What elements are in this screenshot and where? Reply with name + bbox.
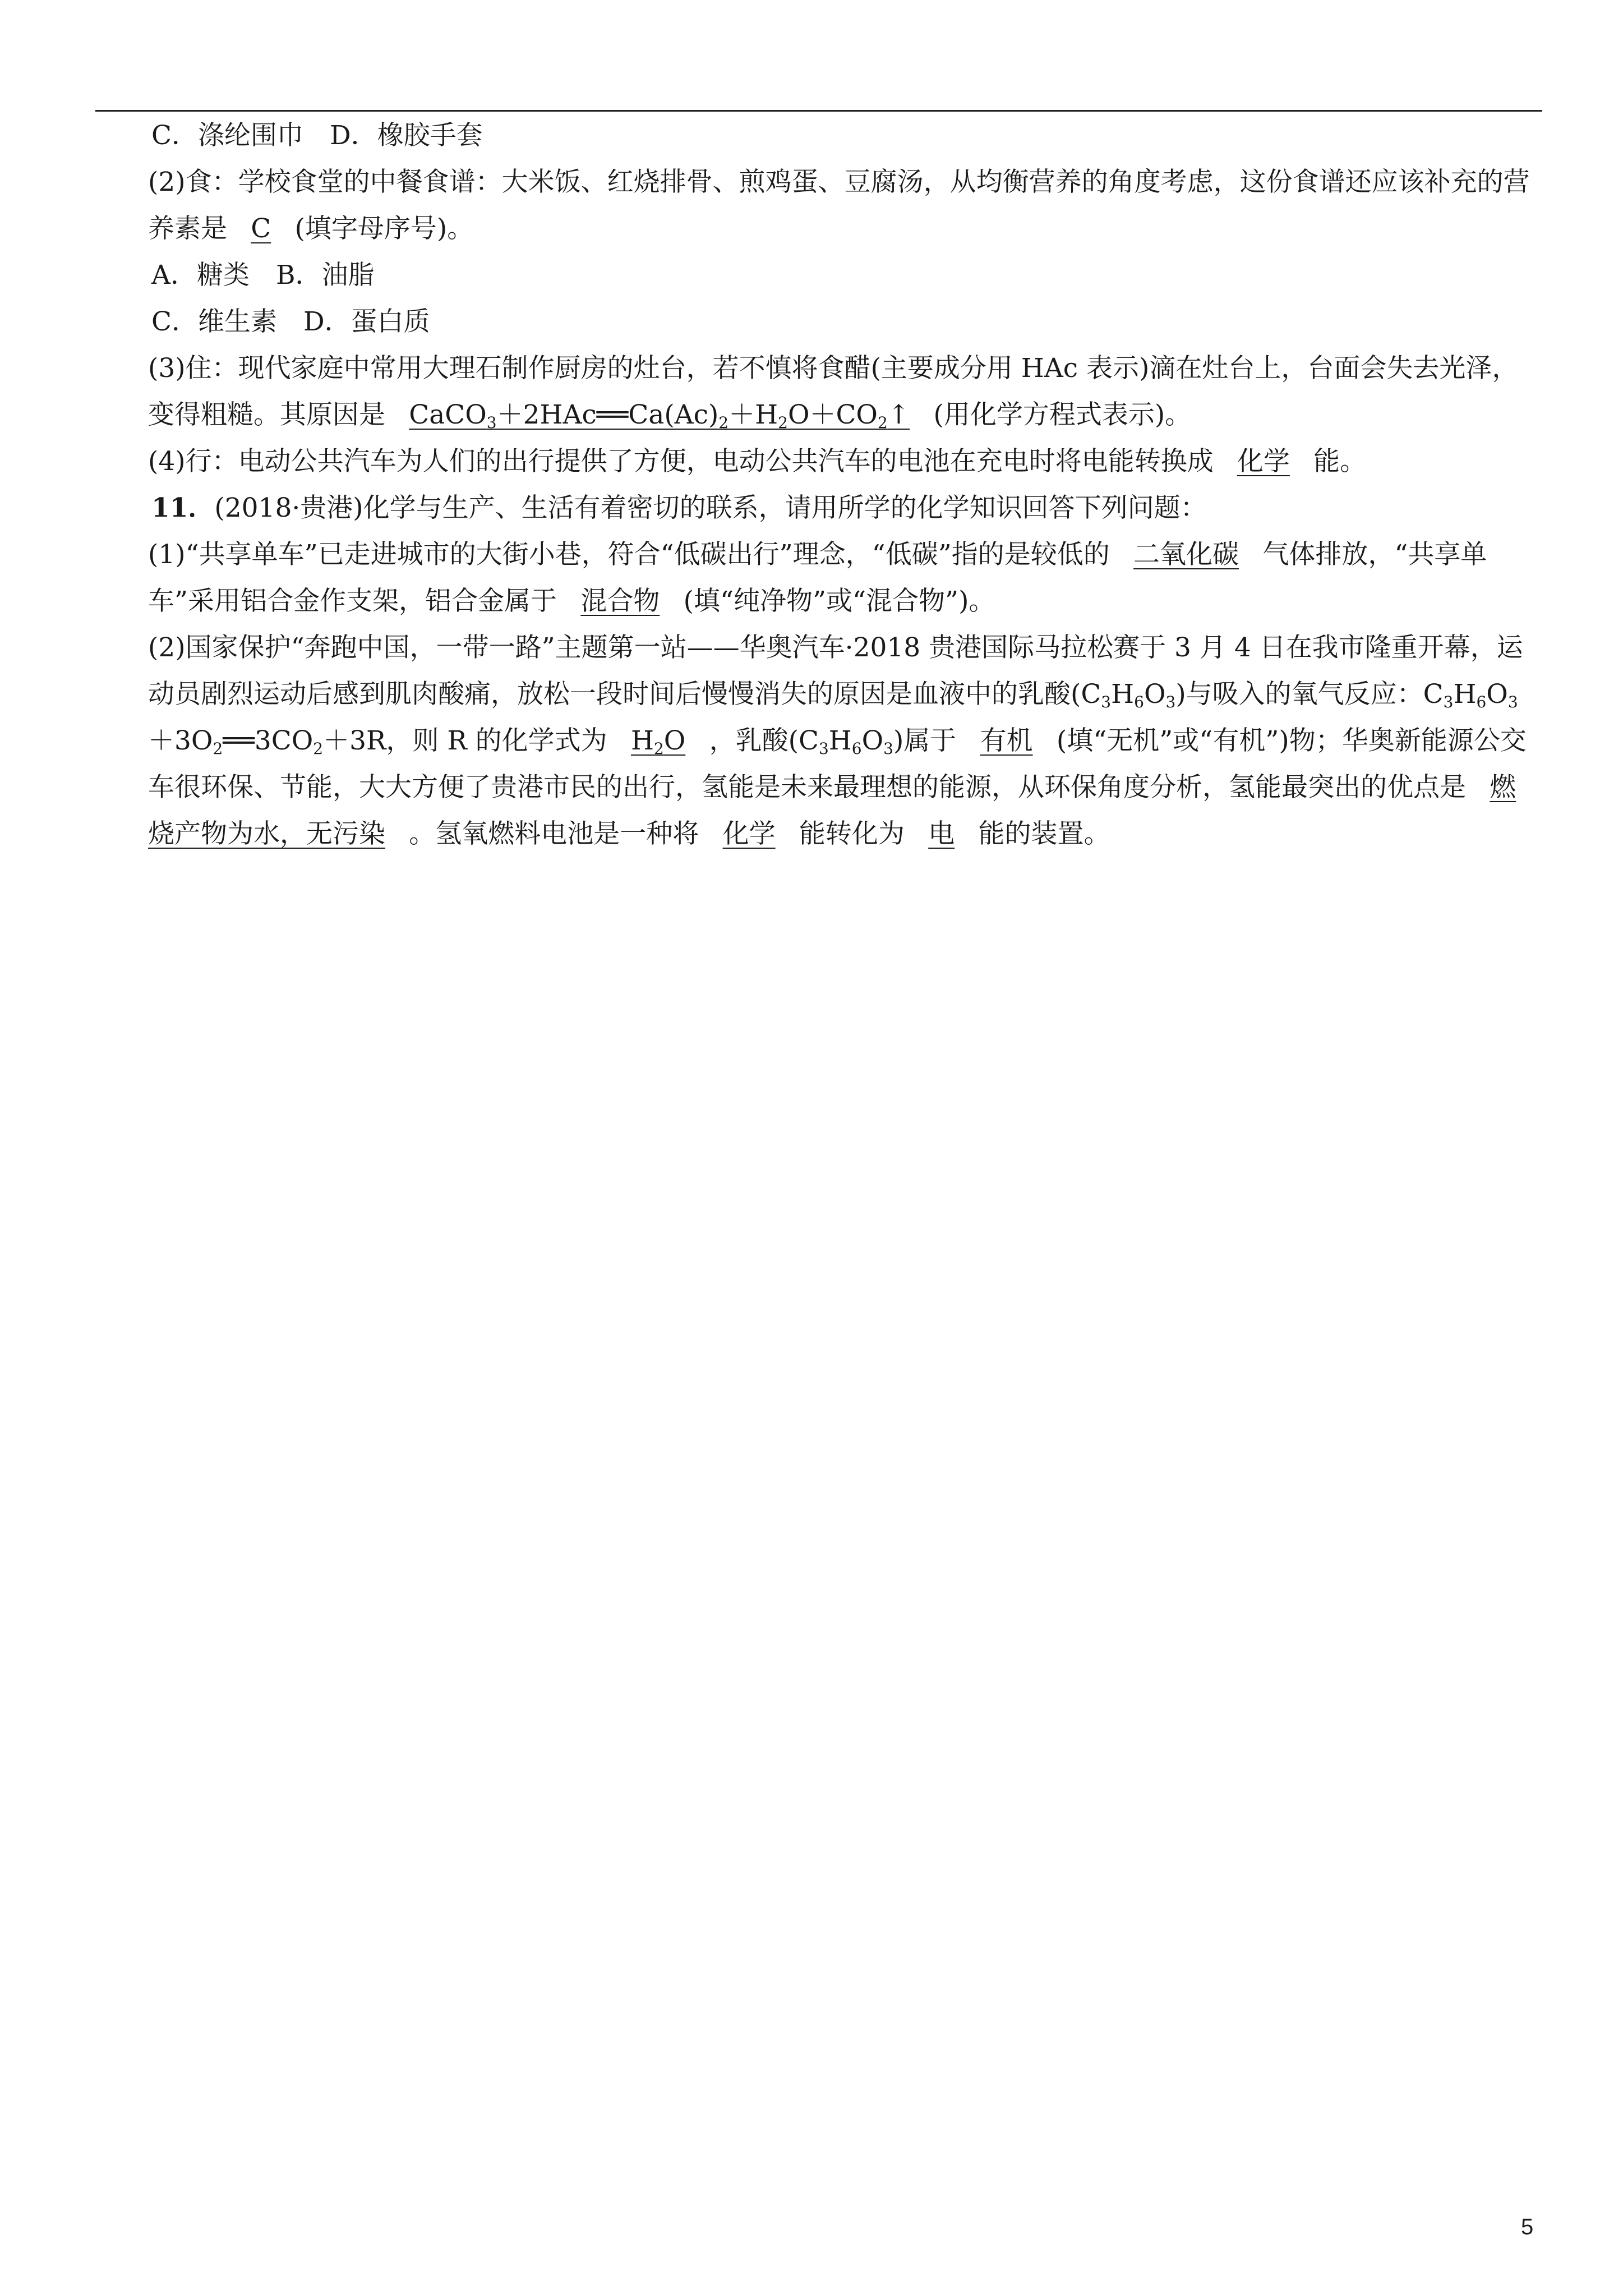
q10-part4-tail: 能。 <box>1313 446 1367 477</box>
q10-options-cd-1: C．涤纶围巾 D．橡胶手套 <box>151 120 483 151</box>
eq-sub: 2 <box>213 739 223 758</box>
answer-part: H <box>630 725 654 756</box>
q11-part2-text: (2)国家保护“奔跑中国，一带一路”主题第一站——华奥汽车·2018 贵港国际马拉松赛于 3 月 4 日在我市隆重开幕，运动员剧烈运动后感到肌肉酸痛，放松一段时间后慢慢消失的原因是血液中的乳酸(C <box>148 632 1523 710</box>
gas-arrow: ↑ <box>887 399 910 430</box>
q11-part2-text: 能的装置。 <box>978 818 1110 849</box>
q11-part1-answer2: 混合物 <box>580 586 660 616</box>
answer-part: O <box>663 725 686 756</box>
q11-part2-text: (填“无机”或“有机”)物；华奥新能源公交车很环保、节能，大大方便了贵港市民的出行，氢能是未来最理想的能源，从环保角度分析，氢能最突出的优点是 <box>148 725 1527 803</box>
page-content <box>95 112 1542 857</box>
q11-part2-answer-energy1: 化学 <box>722 818 776 849</box>
eq-part: O＋CO <box>787 399 878 430</box>
q11-intro-text: (2018·贵港)化学与生产、生活有着密切的联系，请用所学的化学知识回答下列问题： <box>214 493 1207 523</box>
q11-part1-mid: 气体排放，“共享单车”采用铝合金作支架，铝合金属于 <box>148 539 1487 616</box>
q10-part3-text: (3)住：现代家庭中常用大理石制作厨房的灶台，若不慎将食醋(主要成分用 HAc 表示)滴在灶台上，台面会失去光泽，变得粗糙。其原因是 <box>148 353 1519 430</box>
q11-part2-text: )属于 <box>893 725 957 756</box>
q11-part2-answer-organic: 有机 <box>980 725 1033 756</box>
q10-part3-tail: (用化学方程式表示)。 <box>933 399 1192 430</box>
eq-part: ＋3R，则 R 的化学式为 <box>323 725 607 756</box>
eq-part: ＋3O <box>148 725 213 756</box>
q11-part2-text: 能转化为 <box>799 818 905 849</box>
eq-part: CaCO <box>409 399 487 430</box>
q11-part2-answer-advantage: 燃烧产物为水，无污染 <box>148 772 1516 849</box>
eq-sub: 3 <box>486 413 497 432</box>
q11-part2-answer-r <box>607 725 709 756</box>
q10-part2-tail: (填字母序号)。 <box>294 213 474 244</box>
formula-letter: H <box>1453 679 1477 710</box>
q10-part2 <box>95 159 1542 252</box>
q10-part4-text: (4)行：电动公共汽车为人们的出行提供了方便，电动公共汽车的电池在充电时将电能转换成 <box>148 446 1214 477</box>
q10-part4-answer: 化学 <box>1237 446 1290 477</box>
q10-options-cd-2: C．维生素 D．蛋白质 <box>151 306 430 337</box>
header-rule <box>95 110 1542 112</box>
q11-part1 <box>95 531 1542 624</box>
formula-letter: H <box>828 725 852 756</box>
q11-part2-text: )与吸入的氧气反应：C <box>1175 679 1444 710</box>
q11-intro <box>95 485 1542 531</box>
eq-sub: 2 <box>313 739 324 758</box>
formula-sub: 3 <box>1101 693 1112 711</box>
eq-sub: 2 <box>778 413 788 432</box>
eq-part: ＋H <box>728 399 778 430</box>
formula-letter: O <box>861 725 884 756</box>
q10-options-ab-2: A．糖类 B．油脂 <box>151 260 375 291</box>
q11-part2-text: 。氢氧燃料电池是一种将 <box>409 818 699 849</box>
q11-part2 <box>95 624 1542 857</box>
answer-sub: 2 <box>653 739 664 758</box>
eq-sub: 2 <box>718 413 729 432</box>
formula-sub: 6 <box>1476 693 1487 711</box>
formula-sub: 3 <box>818 739 829 758</box>
formula-sub: 3 <box>1507 693 1518 711</box>
q10-part3-equation <box>385 399 933 430</box>
q11-part1-text: (1)“共享单车”已走进城市的大街小巷，符合“低碳出行”理念，“低碳”指的是较低的 <box>148 539 1110 570</box>
q11-part2-text: ，乳酸(C <box>709 725 819 756</box>
eq-sub: 2 <box>877 413 888 432</box>
formula-letter: H <box>1111 679 1135 710</box>
page-number: 5 <box>1521 2215 1534 2239</box>
formula-sub: 3 <box>1165 693 1176 711</box>
formula-sub: 6 <box>851 739 862 758</box>
formula-letter: O <box>1144 679 1166 710</box>
formula-sub: 6 <box>1134 693 1144 711</box>
q10-part4 <box>95 438 1542 485</box>
eq-part: ＋2HAc══Ca(Ac) <box>496 399 719 430</box>
q11-number: 11． <box>151 493 215 523</box>
eq-part: ══3CO <box>223 725 313 756</box>
formula-sub: 3 <box>883 739 893 758</box>
q10-part2-text: (2)食：学校食堂的中餐食谱：大米饭、红烧排骨、煎鸡蛋、豆腐汤，从均衡营养的角度考虑，这份食谱还应该补充的营养素是 <box>148 167 1530 244</box>
q10-part2-answer: C <box>251 213 271 244</box>
q11-part1-tail: (填“纯净物”或“混合物”)。 <box>683 586 995 616</box>
q10-part3 <box>95 345 1542 438</box>
q11-part2-answer-energy2: 电 <box>928 818 955 849</box>
formula-letter: O <box>1486 679 1508 710</box>
q11-part1-answer1: 二氧化碳 <box>1133 539 1239 570</box>
formula-sub: 3 <box>1443 693 1454 711</box>
